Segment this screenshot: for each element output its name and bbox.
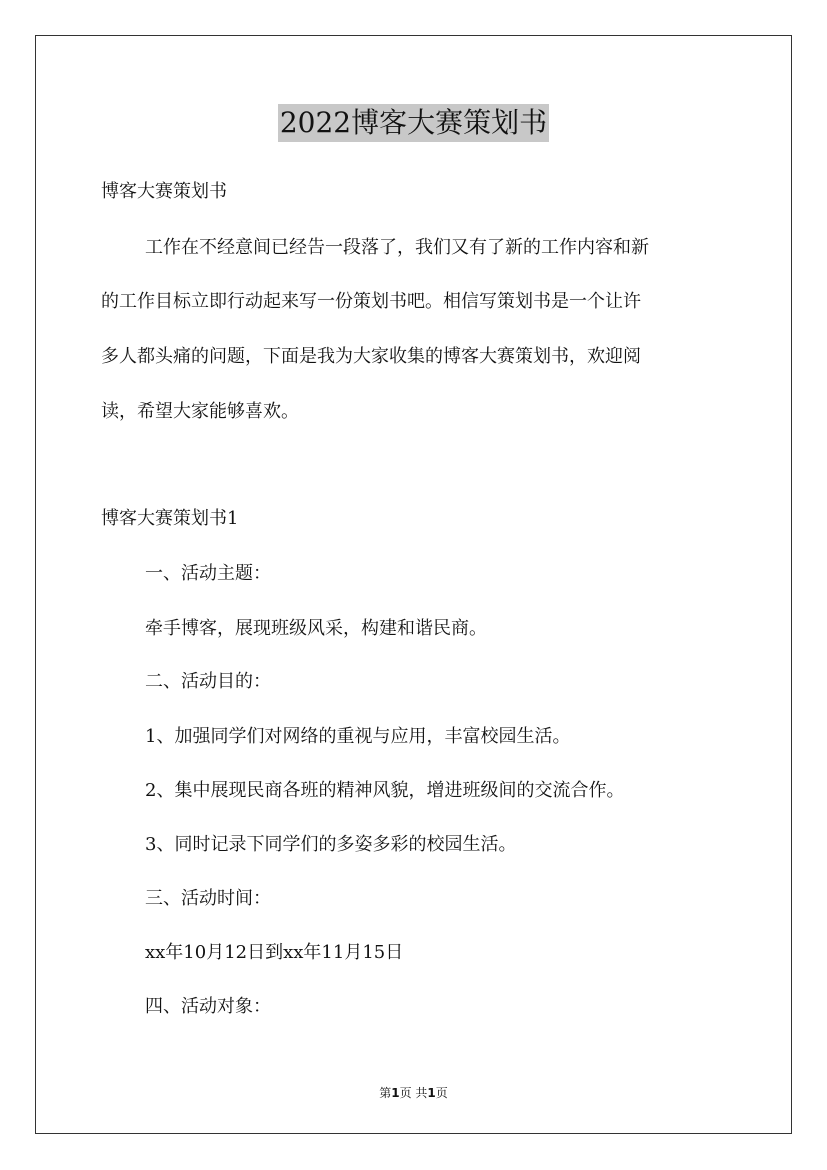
- paragraph-time: xx年10月12日到xx年11月15日: [145, 942, 404, 963]
- page-title: 2022博客大赛策划书: [278, 104, 549, 142]
- footer-suffix: 页: [435, 1086, 448, 1100]
- purpose-item-1: 1、加强同学们对网络的重视与应用，丰富校园生活。: [145, 726, 571, 747]
- purpose-item-3: 3、同时记录下同学们的多姿多彩的校园生活。: [145, 834, 517, 855]
- heading-activity-target: 四、活动对象：: [145, 996, 271, 1017]
- heading-activity-theme: 一、活动主题：: [145, 563, 271, 584]
- intro-line-4: 读，希望大家能够喜欢。: [101, 401, 299, 422]
- document-subtitle: 博客大赛策划书: [101, 181, 227, 202]
- intro-line-1: 工作在不经意间已经告一段落了，我们又有了新的工作内容和新: [145, 237, 649, 258]
- intro-line-3: 多人都头痛的问题，下面是我为大家收集的博客大赛策划书，欢迎阅: [101, 346, 641, 367]
- section-heading: 博客大赛策划书1: [101, 508, 239, 529]
- footer-mid: 页 共: [399, 1086, 428, 1100]
- heading-activity-purpose: 二、活动目的：: [145, 671, 271, 692]
- footer-prefix: 第: [379, 1086, 392, 1100]
- page-footer: [0, 1085, 827, 1101]
- purpose-item-2: 2、集中展现民商各班的精神风貌，增进班级间的交流合作。: [145, 780, 625, 801]
- title-container: [0, 104, 827, 142]
- heading-activity-time: 三、活动时间：: [145, 888, 271, 909]
- footer-page-number: 1: [391, 1086, 400, 1100]
- footer-total-pages: 1: [427, 1086, 436, 1100]
- intro-line-2: 的工作目标立即行动起来写一份策划书吧。相信写策划书是一个让许: [101, 291, 641, 312]
- paragraph-theme: 牵手博客，展现班级风采，构建和谐民商。: [145, 618, 487, 639]
